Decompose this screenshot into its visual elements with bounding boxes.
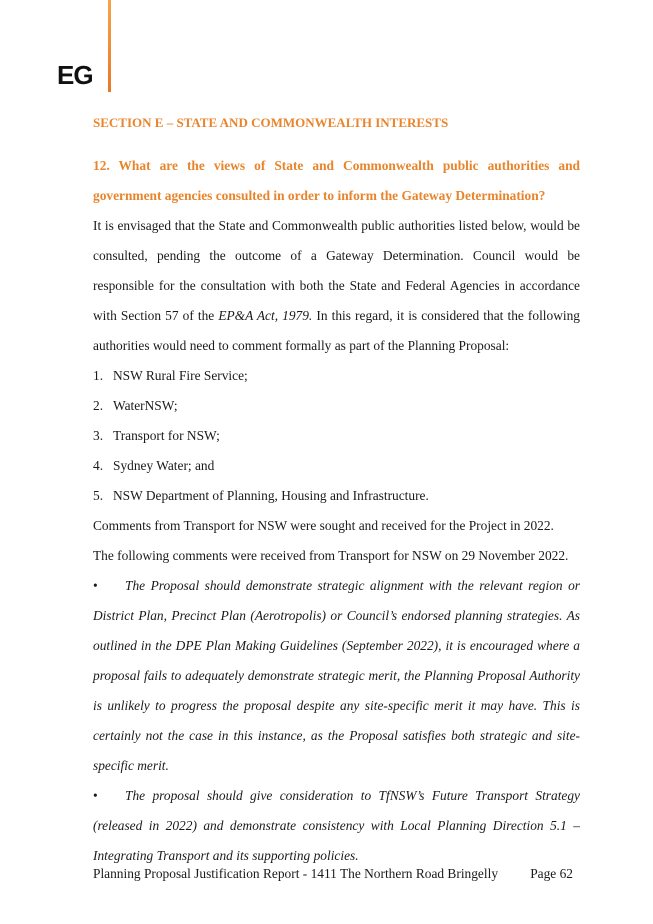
- list-number: 5.: [93, 488, 104, 503]
- list-item: [93, 361, 580, 391]
- section-heading: SECTION E – STATE AND COMMONWEALTH INTERESTS: [93, 115, 449, 130]
- comments-received: The following comments were received from Transport for NSW on 29 November 2022.: [93, 548, 569, 563]
- list-number: 4.: [93, 458, 104, 473]
- question-heading: 12. What are the views of State and Commonwealth public authorities and government agencies consulted in order to inform the Gateway Determination?: [93, 158, 580, 203]
- footer-title: Planning Proposal Justification Report - 1411 The Northern Road Bringelly: [93, 866, 499, 881]
- intro-text-1: It is envisaged that the State and Commonwealth public authorities listed below, would be consulted, pending the outcome of a Gateway Determination. Council would be responsible for the consultation with both the State and Federal Agencies in accordance with Section 57 of the: [93, 218, 580, 323]
- list-item: [93, 451, 580, 481]
- list-item: [93, 391, 580, 421]
- page-number: Page 62: [530, 866, 573, 881]
- list-text: Transport for NSW;: [113, 428, 220, 443]
- list-item: [93, 481, 580, 511]
- list-number: 1.: [93, 368, 104, 383]
- bullet-item: [93, 781, 580, 871]
- list-text: NSW Rural Fire Service;: [113, 368, 248, 383]
- intro-text-2: In this regard, it is considered that the following authorities would need to comment formally as part of the Planning Proposal:: [93, 308, 580, 353]
- list-number: 2.: [93, 398, 104, 413]
- page-content: [93, 108, 580, 871]
- list-text: Sydney Water; and: [113, 458, 215, 473]
- bullet-item: [93, 571, 580, 781]
- bullet-icon: •: [93, 788, 98, 803]
- list-text: WaterNSW;: [113, 398, 178, 413]
- bullet-icon: •: [93, 578, 98, 593]
- intro-paragraph: [93, 211, 580, 361]
- list-text: NSW Department of Planning, Housing and Infrastructure.: [113, 488, 429, 503]
- authorities-list: [93, 361, 580, 511]
- bullet-text: The Proposal should demonstrate strategic alignment with the relevant region or District Plan, Precinct Plan (Aerotropolis) or Council’s endorsed planning strategies. As outlined in the DPE Plan Making Guidelines (September 2022), it is encouraged where a proposal fails to adequately demonstrate strategic merit, the Planning Proposal Authority is unlikely to progress the proposal despite any site-specific merit it may have. This is certainly not the case in this instance, as the Proposal satisfies both strategic and site-specific merit.: [93, 578, 580, 773]
- company-logo: EG: [57, 60, 93, 90]
- comments-sought: Comments from Transport for NSW were sought and received for the Project in 2022.: [93, 518, 554, 533]
- act-name: EP&A Act, 1979.: [218, 308, 313, 323]
- bullet-text: The proposal should give consideration to TfNSW’s Future Transport Strategy (released in 2022) and demonstrate consistency with Local Planning Direction 5.1 – Integrating Transport and its supporting policies.: [93, 788, 580, 863]
- list-number: 3.: [93, 428, 104, 443]
- page-footer: [93, 866, 573, 882]
- logo-accent-bar: [108, 0, 111, 92]
- list-item: [93, 421, 580, 451]
